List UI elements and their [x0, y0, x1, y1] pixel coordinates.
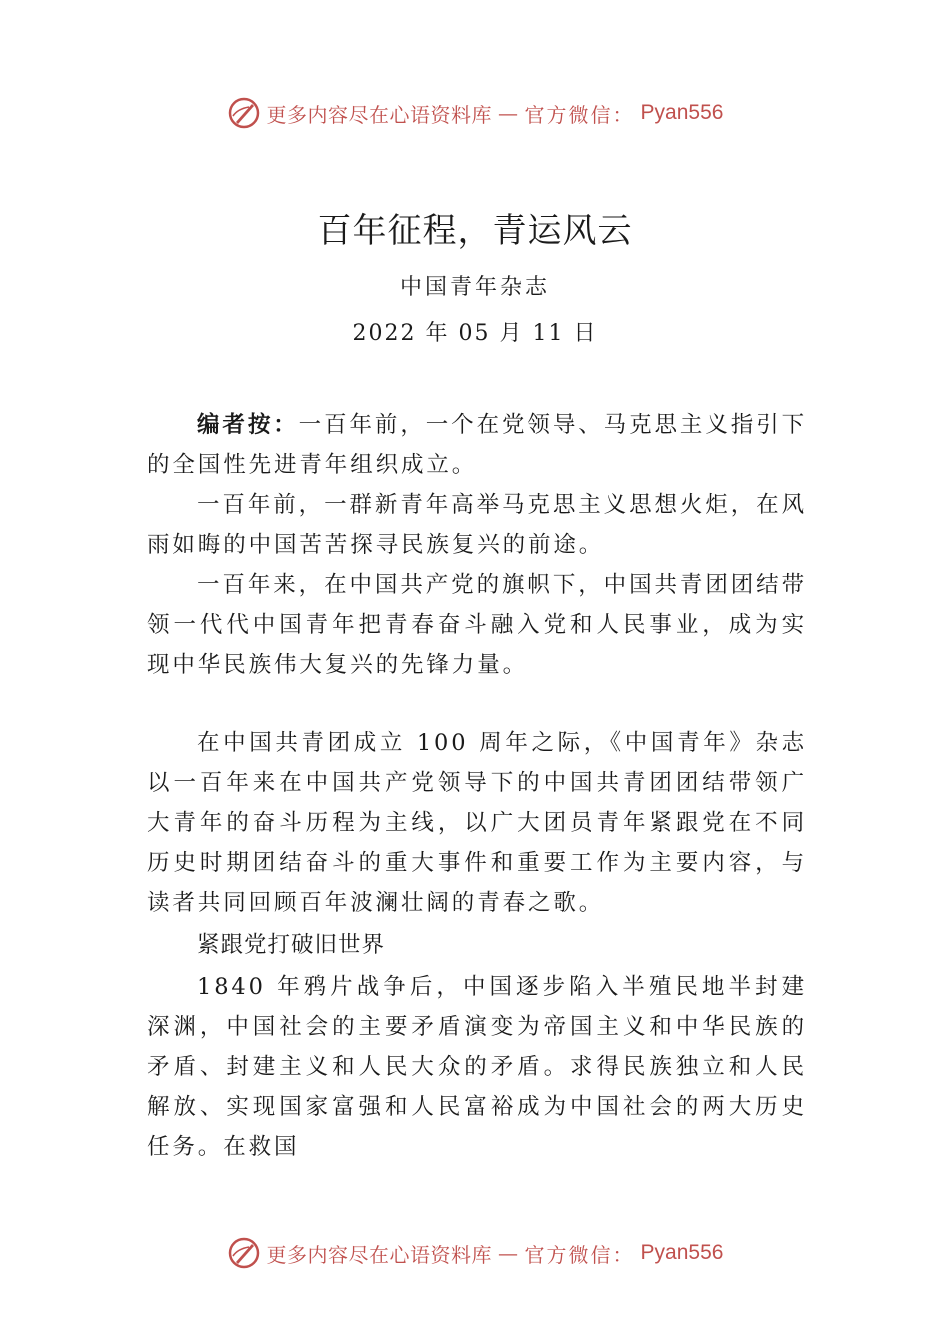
watermark-wechat-id: Pyan556	[640, 1241, 724, 1264]
section-heading: 紧跟党打破旧世界	[197, 932, 386, 958]
watermark-wechat-id: Pyan556	[640, 101, 724, 124]
body-paragraph-4: 在中国共青团成立 100 周年之际，《中国青年》杂志以一百年来在中国共产党领导下的中国共青团团结带领广大青年的奋斗历程为主线，以广大团员青年紧跟党在不同历史时期团结奋斗的重大事件和重要工作为主要内容，与读者共同回顾百年波澜壮阔的青春之歌。	[147, 730, 807, 916]
quill-logo-icon	[227, 1236, 261, 1270]
editor-note-text: 一百年前，一个在党领导、马克思主义指引下的全国性先进青年组织成立。	[147, 412, 807, 478]
watermark-label: 官方微信：	[524, 1242, 635, 1267]
watermark-text: 更多内容尽在心语资料库	[266, 102, 493, 127]
article-source: 中国青年杂志	[399, 275, 550, 300]
watermark-dash: —	[498, 1241, 519, 1265]
watermark-text: 更多内容尽在心语资料库	[266, 1242, 493, 1267]
body-paragraph-5: 1840 年鸦片战争后，中国逐步陷入半殖民地半封建深渊，中国社会的主要矛盾演变为帝国主义和中华民族的矛盾、封建主义和人民大众的矛盾。求得民族独立和人民解放、实现国家富强和人民富裕成为中国社会的两大历史任务。在救国	[147, 974, 807, 1160]
editor-note-paragraph	[147, 405, 807, 485]
watermark-dash: —	[498, 101, 519, 125]
article-date: 2022 年 05 月 11 日	[352, 321, 598, 346]
watermark-label: 官方微信：	[524, 102, 635, 127]
article-title: 百年征程，青运风云	[317, 211, 633, 251]
footer-watermark	[0, 1233, 950, 1273]
editor-note-label: 编者按：	[197, 412, 299, 438]
quill-logo-icon	[227, 96, 261, 130]
article-body	[147, 405, 807, 1167]
header-watermark	[0, 93, 950, 133]
body-paragraph-3: 一百年来，在中国共产党的旗帜下，中国共青团团结带领一代代中国青年把青春奋斗融入党和人民事业，成为实现中华民族伟大复兴的先锋力量。	[147, 572, 807, 678]
body-paragraph-2: 一百年前，一群新青年高举马克思主义思想火炬，在风雨如晦的中国苦苦探寻民族复兴的前途。	[147, 492, 807, 558]
